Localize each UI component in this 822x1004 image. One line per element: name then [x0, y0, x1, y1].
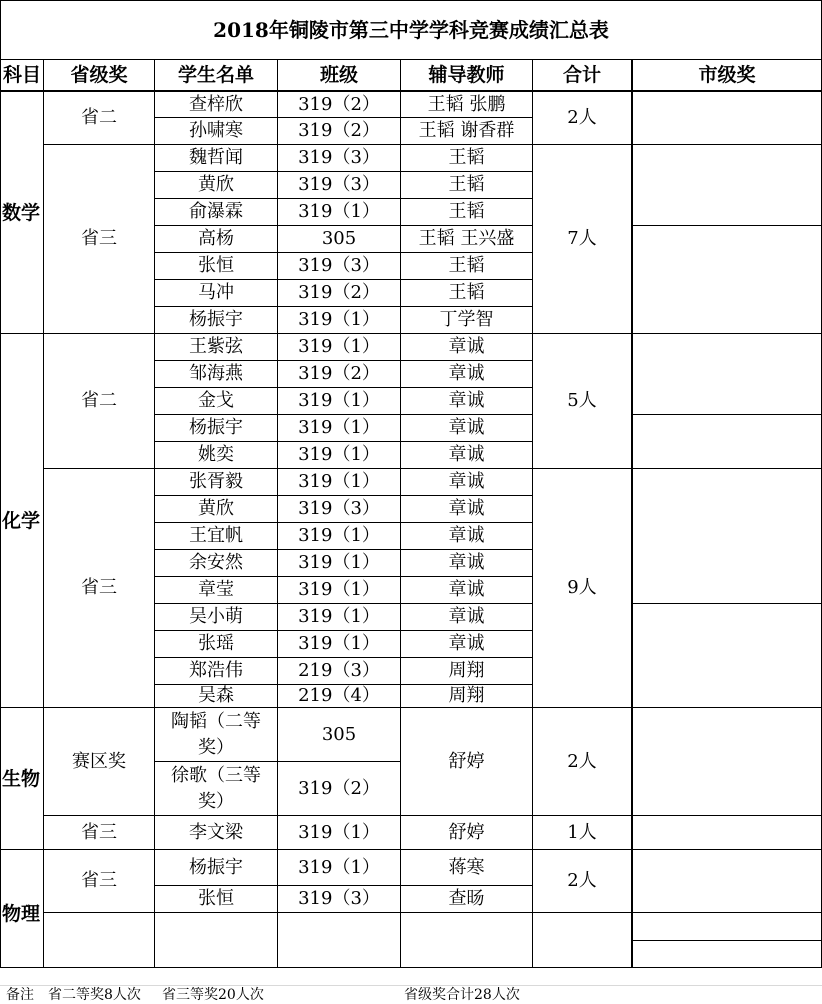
- header-student-list: 学生名单: [177, 64, 254, 86]
- phys-student-1: 杨振宇: [189, 856, 243, 878]
- phys-teacher-1: 蒋寒: [448, 856, 485, 878]
- student-teacher: 王韬 谢香群: [418, 120, 515, 141]
- student-teacher: 章诚: [448, 390, 485, 411]
- student-class: 319（2）: [298, 93, 380, 115]
- subject-physics: 物理: [2, 903, 41, 925]
- header-teacher: 辅导教师: [428, 64, 505, 86]
- student-class: 319（3）: [298, 498, 380, 519]
- student-name: 俞瀑霖: [189, 201, 243, 222]
- student-teacher: 王韬: [448, 255, 485, 276]
- table-title: 2018年铜陵市第三中学学科竞赛成绩汇总表: [213, 18, 609, 42]
- student-name: 黄欣: [198, 174, 234, 195]
- subject-biology: 生物: [2, 767, 41, 790]
- student-name: 张瑶: [198, 633, 234, 654]
- footer-note-label: 备注: [6, 987, 34, 1003]
- student-class: 319（1）: [298, 633, 380, 654]
- header-subject: 科目: [2, 64, 41, 86]
- student-name: 吴小萌: [189, 606, 243, 627]
- student-class: 319（3）: [298, 255, 380, 276]
- student-class: 219（4）: [298, 685, 380, 706]
- student-teacher: 丁学智: [439, 309, 494, 330]
- award-bio-region: 赛区奖: [72, 750, 126, 772]
- phys-student-2: 张恒: [198, 888, 234, 909]
- student-teacher: 章诚: [448, 606, 485, 627]
- student-name: 郑浩伟: [189, 660, 243, 681]
- bio-student-1: 陶韬（二等奖）: [171, 710, 261, 758]
- award-chem-third: 省三: [81, 577, 117, 598]
- student-name: 王紫弦: [189, 336, 243, 357]
- student-name: 杨振宇: [189, 309, 243, 330]
- student-class: 319（1）: [298, 552, 380, 573]
- footer-second-count: 省二等奖8人次: [48, 987, 141, 1003]
- award-chem-second: 省二: [81, 390, 117, 411]
- award-math-third: 省三: [81, 228, 117, 249]
- student-name: 黄欣: [198, 498, 234, 519]
- bio-teacher-region: 舒婷: [448, 750, 485, 772]
- footer-provincial-total: 省级奖合计28人次: [404, 987, 520, 1003]
- student-name: 姚奕: [198, 444, 234, 465]
- student-teacher: 王韬: [448, 282, 485, 303]
- student-name: 章莹: [198, 579, 234, 600]
- student-class: 319（1）: [298, 417, 380, 438]
- total-phys-third: 2人: [567, 870, 597, 891]
- student-teacher: 王韬: [448, 174, 485, 195]
- student-class: 319（1）: [298, 201, 380, 222]
- student-name: 孙啸寒: [189, 120, 243, 141]
- total-chem-second: 5人: [567, 390, 597, 411]
- student-teacher: 章诚: [448, 579, 485, 600]
- bio-class-3: 319（1）: [298, 821, 380, 843]
- bio-class-1: 305: [321, 723, 357, 745]
- student-class: 319（1）: [298, 525, 380, 546]
- student-teacher: 周翔: [448, 685, 485, 706]
- student-name: 杨振宇: [189, 417, 243, 438]
- student-class: 319（3）: [298, 174, 380, 195]
- bio-class-2: 319（2）: [298, 777, 380, 799]
- student-class: 319（2）: [298, 363, 380, 384]
- award-math-second: 省二: [81, 107, 117, 128]
- student-teacher: 周翔: [448, 660, 485, 681]
- header-total: 合计: [562, 64, 601, 86]
- student-class: 319（1）: [298, 471, 380, 492]
- student-teacher: 章诚: [448, 498, 485, 519]
- bio-teacher-3: 舒婷: [448, 821, 485, 843]
- student-teacher: 王韬 张鹏: [427, 93, 506, 115]
- header-city-award: 市级奖: [698, 64, 756, 86]
- student-class: 319（1）: [298, 336, 380, 357]
- total-math-second: 2人: [567, 107, 597, 128]
- subject-chemistry: 化学: [2, 509, 41, 532]
- phys-class-2: 319（3）: [298, 888, 380, 909]
- student-class: 319（1）: [298, 444, 380, 465]
- student-teacher: 王韬: [448, 201, 485, 222]
- student-name: 魏哲闻: [189, 147, 243, 168]
- award-phys-third: 省三: [81, 870, 117, 891]
- student-class: 319（1）: [298, 606, 380, 627]
- student-name: 邹海燕: [189, 363, 243, 384]
- total-bio-region: 2人: [567, 750, 597, 772]
- subject-math: 数学: [2, 201, 41, 224]
- student-teacher: 章诚: [448, 336, 485, 357]
- student-name: 张恒: [198, 255, 234, 276]
- header-provincial-award: 省级奖: [70, 64, 128, 86]
- student-name: 王宜帆: [189, 525, 243, 546]
- total-math-third: 7人: [567, 228, 597, 249]
- header-class: 班级: [319, 64, 358, 86]
- student-teacher: 王韬: [448, 147, 485, 168]
- student-name: 吴森: [198, 685, 234, 706]
- phys-teacher-2: 查旸: [448, 888, 485, 909]
- student-class: 305: [321, 228, 357, 249]
- student-name: 金戈: [198, 390, 234, 411]
- student-class: 319（2）: [298, 120, 380, 141]
- student-class: 319（3）: [298, 147, 380, 168]
- total-bio-third: 1人: [567, 821, 597, 843]
- student-class: 319（1）: [298, 390, 380, 411]
- bio-student-2: 徐歌（三等奖）: [171, 764, 261, 812]
- student-teacher: 章诚: [448, 525, 485, 546]
- student-teacher: 章诚: [448, 363, 485, 384]
- student-teacher: 章诚: [448, 444, 485, 465]
- student-name: 查梓欣: [189, 93, 243, 115]
- footer-third-count: 省三等奖20人次: [162, 987, 264, 1003]
- student-name: 马冲: [198, 282, 234, 303]
- student-class: 319（1）: [298, 309, 380, 330]
- student-teacher: 章诚: [448, 417, 485, 438]
- student-class: 219（3）: [298, 660, 380, 681]
- bio-student-3: 李文梁: [189, 821, 243, 843]
- student-teacher: 王韬 王兴盛: [418, 228, 515, 249]
- student-teacher: 章诚: [448, 552, 485, 573]
- student-name: 高杨: [198, 228, 234, 249]
- student-teacher: 章诚: [448, 471, 485, 492]
- phys-class-1: 319（1）: [298, 856, 380, 878]
- total-chem-third: 9人: [567, 577, 597, 598]
- student-name: 张胥毅: [189, 471, 243, 492]
- award-bio-third: 省三: [81, 821, 117, 843]
- student-class: 319（1）: [298, 579, 380, 600]
- student-class: 319（2）: [298, 282, 380, 303]
- student-teacher: 章诚: [448, 633, 485, 654]
- student-name: 余安然: [189, 552, 243, 573]
